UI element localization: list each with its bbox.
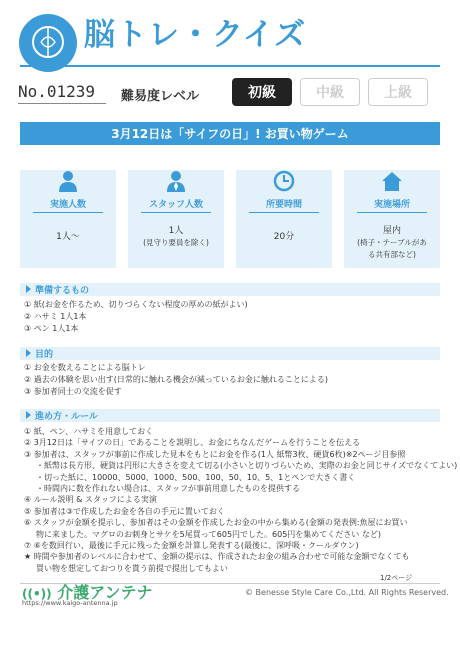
list-item: ⑦ ⑥を数回行い、最後に手元に残った金額を計算し発表する(最後に、深呼吸・クールダウン) bbox=[24, 541, 359, 551]
person-icon bbox=[57, 170, 79, 192]
difficulty-label: 難易度レベル bbox=[121, 89, 200, 104]
header-divider bbox=[20, 65, 440, 67]
purpose-list bbox=[24, 362, 444, 398]
list-item: 物に来ました。マグロのお刺身とサケを5尾買って605円でした。605円を集めてください など) bbox=[36, 529, 381, 539]
antenna-icon: ((•)) bbox=[22, 587, 52, 601]
info-head-participants: 実施人数 bbox=[49, 200, 86, 210]
level-badge-beginner: 初級 bbox=[232, 78, 292, 106]
triangle-bullet-icon bbox=[26, 411, 31, 419]
info-head-staff: スタッフ人数 bbox=[148, 200, 203, 210]
info-value-staff bbox=[128, 226, 224, 249]
quiz-title-banner: 3月12日は「サイフの日」! お買い物ゲーム bbox=[20, 122, 440, 145]
page-title: 脳トレ・クイズ bbox=[84, 17, 307, 53]
list-item: ④ ルール説明 & スタッフによる実演 bbox=[24, 495, 157, 505]
brand-logo: ((•)) 介護アンテナ bbox=[22, 583, 153, 602]
info-value-time: 20分 bbox=[273, 232, 295, 242]
list-item: ① お金を数えることによる脳トレ bbox=[24, 363, 146, 372]
info-divider bbox=[141, 212, 211, 213]
level-badge-intermediate: 中級 bbox=[300, 78, 360, 106]
info-value-staff-note: (見守り要員を除く) bbox=[143, 238, 209, 247]
section-heading-rules: 進め方・ルール bbox=[20, 409, 440, 422]
info-divider bbox=[249, 212, 319, 213]
info-value-participants: 1人〜 bbox=[56, 232, 80, 242]
info-divider bbox=[33, 212, 103, 213]
quiz-number: No.01239 bbox=[18, 82, 96, 101]
list-item: ・時間内に数を作れない場合は、スタッフが事前用意したものを提供する bbox=[36, 484, 300, 494]
quiz-number-underline bbox=[18, 103, 106, 104]
info-value-staff-main: 1人 bbox=[168, 226, 184, 236]
list-item: ① 紙、ペン、ハサミを用意しておく bbox=[24, 427, 154, 436]
list-item: ⑤ 参加者は③で作成したお金を各自の手元に置いておく bbox=[24, 506, 225, 516]
clock-icon bbox=[273, 170, 295, 192]
page-number: 1/2ページ bbox=[380, 574, 413, 582]
triangle-bullet-icon bbox=[26, 349, 31, 357]
rules-list bbox=[24, 426, 458, 574]
list-item: ・紙幣は長方形、硬貨は円形に大きさを変えて切る(小さいと切りづらいため、実際のお金と同じサイズでなくてよい) bbox=[36, 461, 458, 471]
info-divider bbox=[357, 212, 427, 213]
copyright: © Benesse Style Care Co.,Ltd. All Rights Reserved. bbox=[245, 588, 449, 597]
list-item: ⑥ スタッフが金額を提示し、参加者はその金額を作成したお金の中から集める(金額の発表例:魚屋にお買い bbox=[24, 518, 408, 528]
staff-icon bbox=[165, 170, 187, 192]
info-value-place-main: 屋内 bbox=[382, 226, 401, 236]
info-head-place: 実施場所 bbox=[373, 200, 410, 210]
section-heading-prepare: 準備するもの bbox=[20, 283, 440, 296]
info-head-time: 所要時間 bbox=[265, 200, 302, 210]
list-item: ② ハサミ 1人1本 bbox=[24, 312, 87, 321]
list-item: ③ 参加者同士の交流を促す bbox=[24, 387, 122, 396]
list-item: ★ 時間や参加者のレベルに合わせて、金額の提示は、作成されたお金の組み合わせで可能な金額でなくても bbox=[24, 552, 410, 562]
info-value-place-note: (椅子・テーブルがある共有部など) bbox=[357, 238, 427, 259]
house-icon bbox=[381, 170, 403, 192]
list-item: ② 3月12日は「サイフの日」であることを説明し、お金にちなんだゲームを行うことを伝える bbox=[24, 438, 361, 448]
list-item: ③ 参加者は、スタッフが事前に作成した見本をもとにお金を作る(1人 紙幣3枚、硬貨6枚)※2ページ目参照 bbox=[24, 449, 406, 459]
level-badge-advanced: 上級 bbox=[368, 78, 428, 106]
brain-logo-icon bbox=[19, 14, 77, 72]
list-item: ① 紙(お金を作るため、切りづらくない程度の厚めの紙がよい) bbox=[24, 300, 248, 309]
list-item: 買い物を想定しておつりを貰う前提で提出してもよい bbox=[36, 563, 228, 573]
section-heading-purpose: 目的 bbox=[20, 347, 440, 360]
info-value-place bbox=[344, 226, 440, 261]
prepare-list bbox=[24, 299, 444, 335]
list-item: ・切った紙に、10000、5000、1000、500、100、50、10、5、1とペンで大きく書く bbox=[36, 472, 356, 482]
list-item: ② 過去の体験を思い出す(日常的に触れる機会が減っているお金に触れることによる) bbox=[24, 375, 328, 384]
triangle-bullet-icon bbox=[26, 285, 31, 293]
list-item: ③ ペン 1人1本 bbox=[24, 324, 79, 333]
brand-url: https://www.kaigo-antenna.jp bbox=[22, 599, 118, 607]
